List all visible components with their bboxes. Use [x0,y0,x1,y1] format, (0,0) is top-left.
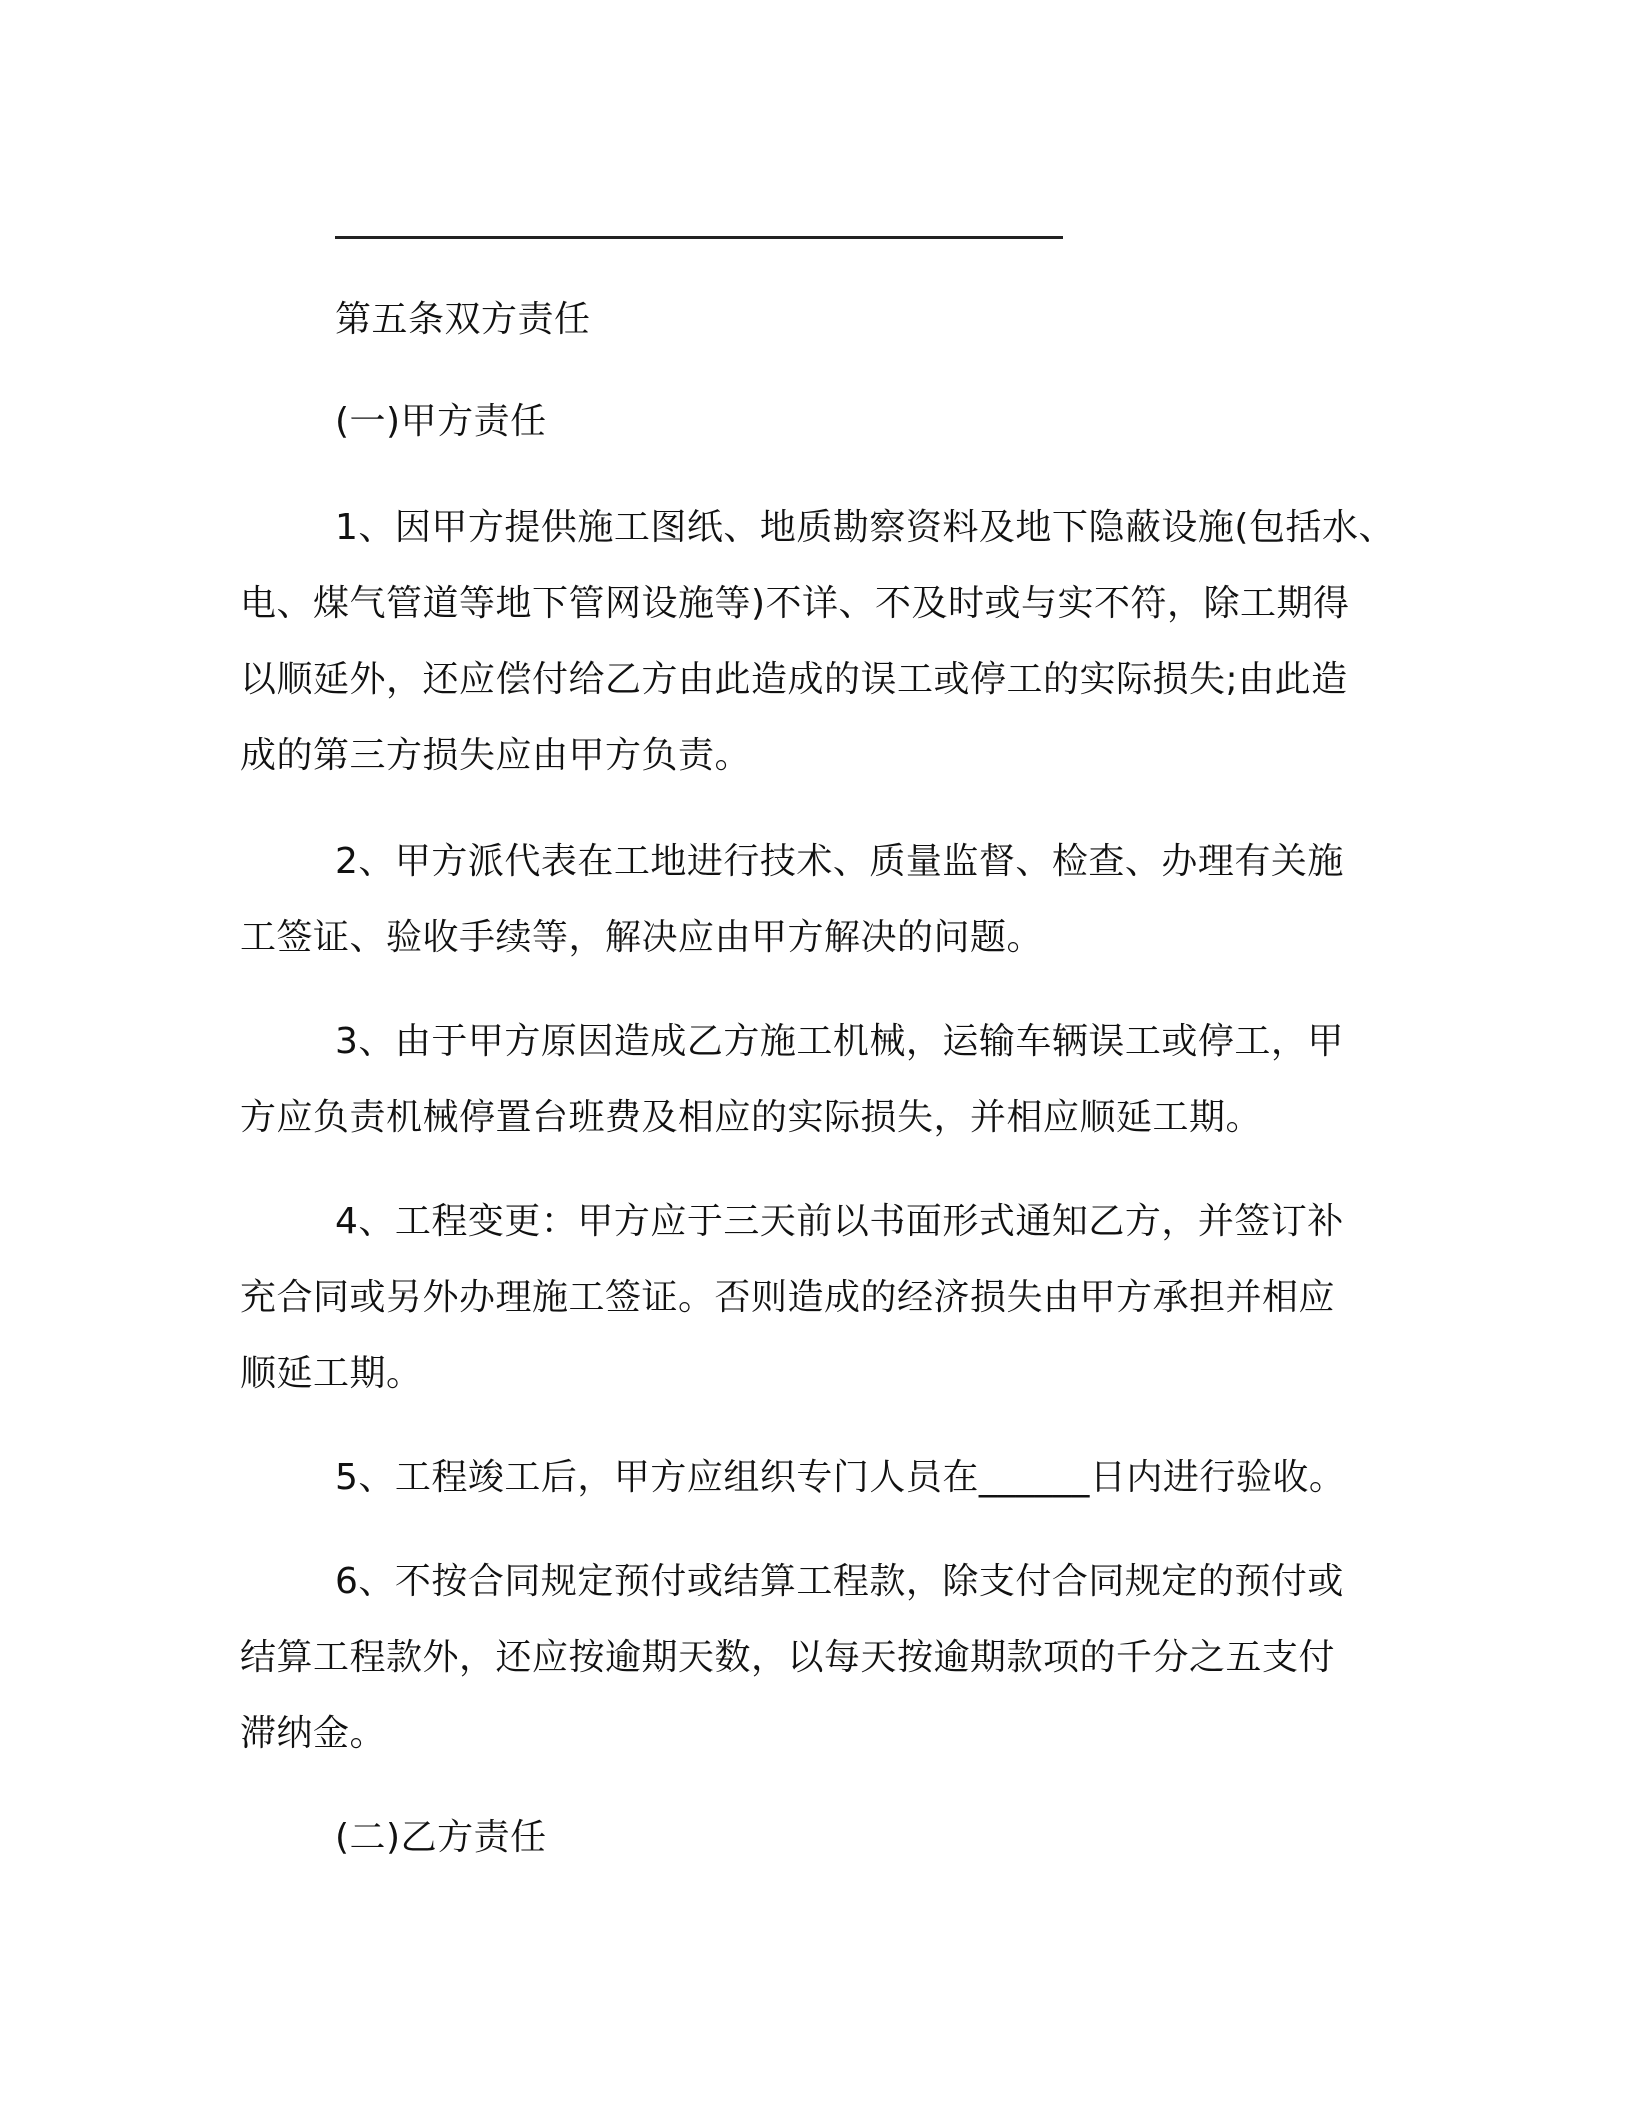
item-4-line-3: 顺延工期。 [240,1353,423,1394]
item-3-line-2: 方应负责机械停置台班费及相应的实际损失，并相应顺延工期。 [240,1097,1263,1138]
item-1-line-4: 成的第三方损失应由甲方负责。 [240,735,752,776]
item-6-line-1: 6、不按合同规定预付或结算工程款，除支付合同规定的预付或 [335,1561,1344,1602]
blank-fill-line [335,236,1063,239]
item-2-line-1: 2、甲方派代表在工地进行技术、质量监督、检查、办理有关施 [335,841,1344,882]
subsection-heading-b: (二)乙方责任 [335,1817,547,1858]
item-4-line-1: 4、工程变更：甲方应于三天前以书面形式通知乙方，并签订补 [335,1201,1344,1242]
item-4-line-2: 充合同或另外办理施工签证。否则造成的经济损失由甲方承担并相应 [240,1277,1336,1318]
item-5-line-1: 5、工程竣工后，甲方应组织专门人员在______日内进行验收。 [335,1457,1346,1498]
item-1-line-3: 以顺延外，还应偿付给乙方由此造成的误工或停工的实际损失;由此造 [240,659,1348,700]
item-2-line-2: 工签证、验收手续等，解决应由甲方解决的问题。 [240,917,1044,958]
item-3-line-1: 3、由于甲方原因造成乙方施工机械，运输车辆误工或停工，甲 [335,1021,1344,1062]
section-title: 第五条双方责任 [335,299,591,340]
item-1-line-2: 电、煤气管道等地下管网设施等)不详、不及时或与实不符，除工期得 [240,583,1350,624]
item-6-line-3: 滞纳金。 [240,1713,387,1754]
item-6-line-2: 结算工程款外，还应按逾期天数，以每天按逾期款项的千分之五支付 [240,1637,1336,1678]
item-1-line-1: 1、因甲方提供施工图纸、地质勘察资料及地下隐蔽设施(包括水、 [335,507,1395,548]
subsection-heading-a: (一)甲方责任 [335,401,547,442]
